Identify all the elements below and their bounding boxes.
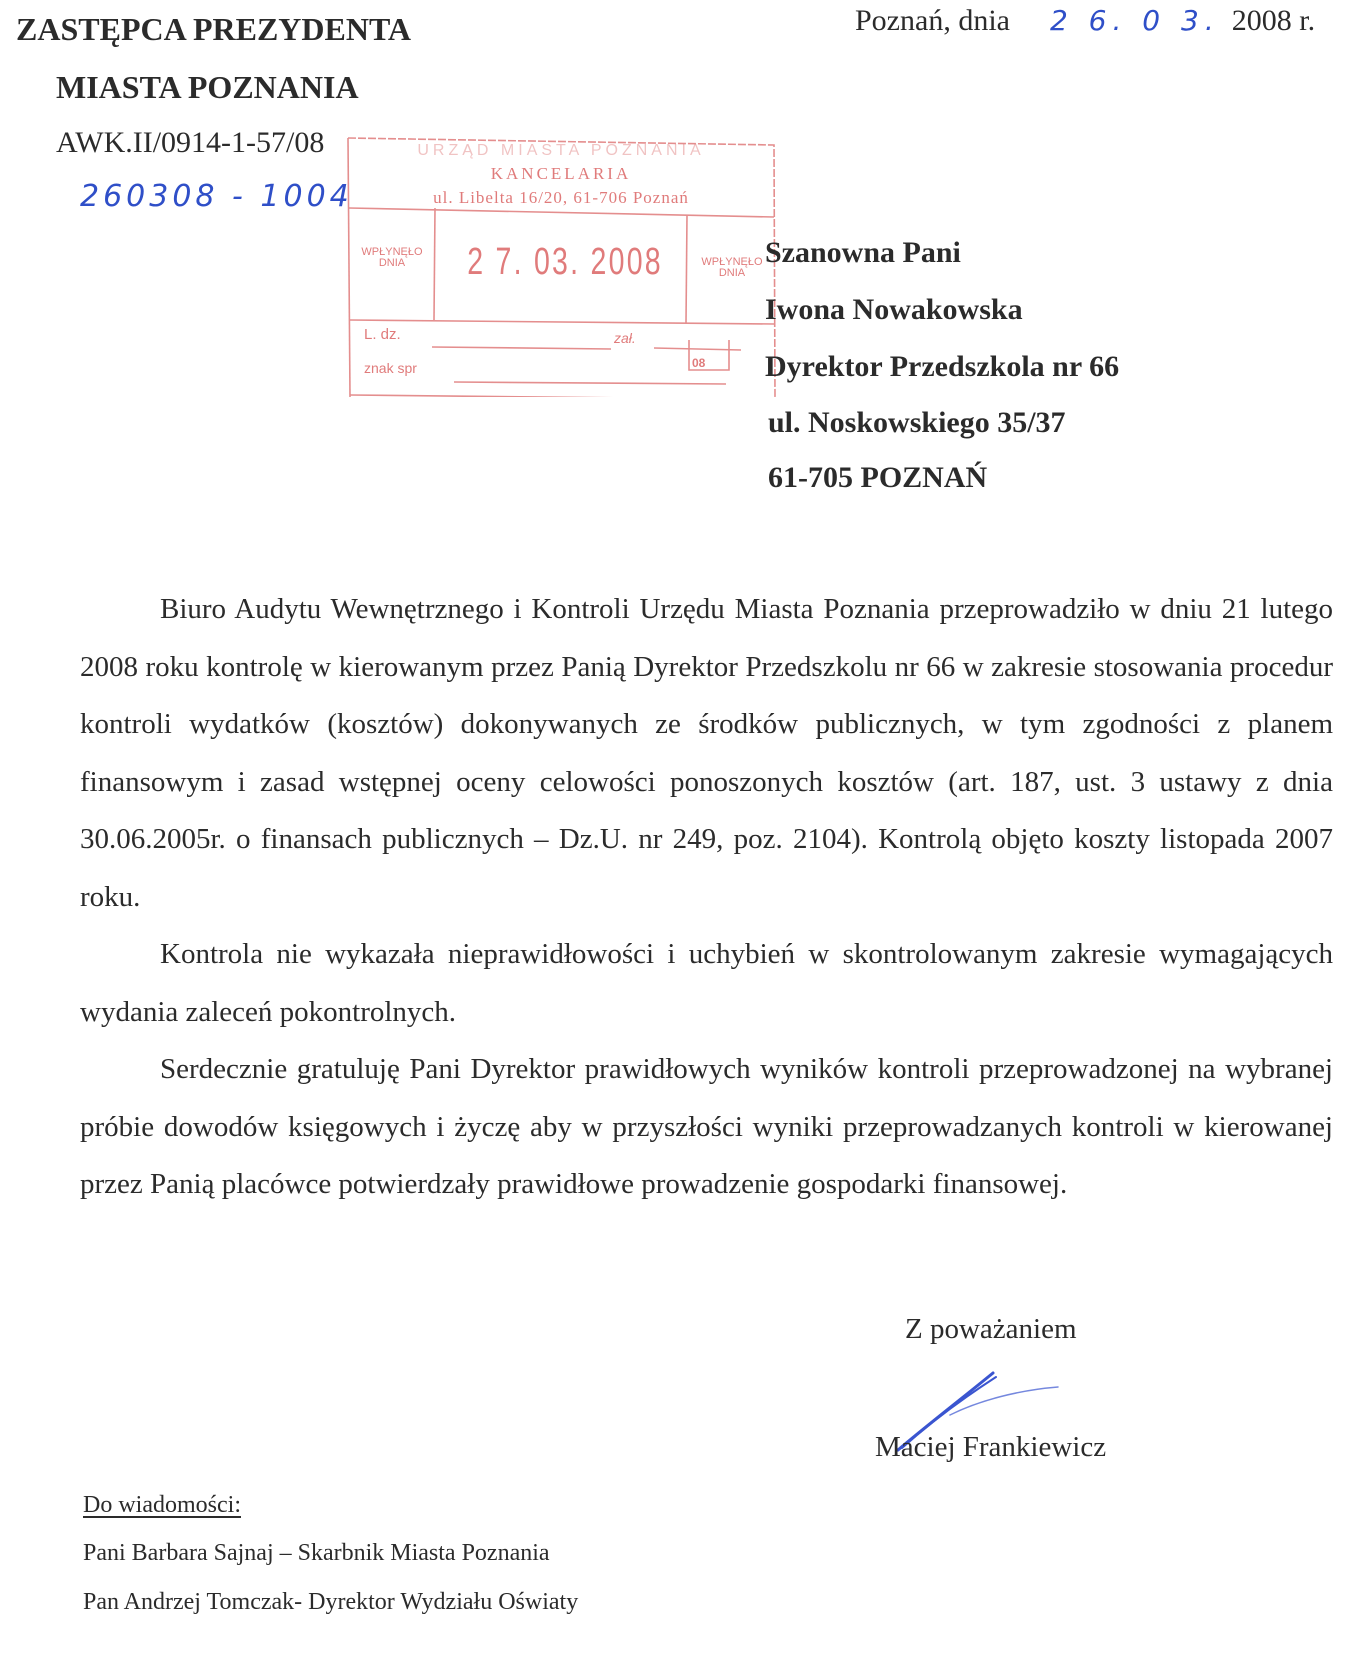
body-paragraph: Biuro Audytu Wewnętrznego i Kontroli Urzędu Miasta Poznania przeprowadziło w dniu 21 lutego 2008 roku kontrolę w kierowanym przez Panią Dyrektor Przedszkolu nr 66 w zakresie stosowania procedur kontroli wydatków (kosztów) dokonywanych ze środków publicznych, w tym zgodności z planem finansowym i zasad wstępnej oceny celowości ponoszonych kosztów (art. 187, ust. 3 ustawy z dnia 30.06.2005r. o finansach publicznych – Dz.U. nr 249, poz. 2104). Kontrolą objęto koszty listopada 2007 roku. — [80, 593, 1333, 913]
recipient-city: 61-705 POZNAŃ — [768, 461, 988, 494]
registry-stamp — [346, 135, 776, 397]
handwritten-registration-number: 260308 - 1004 — [80, 179, 353, 214]
stamp-received-date: 2 7. 03. 2008 — [467, 241, 663, 283]
stamp-box-label: 08 — [692, 356, 706, 370]
recipient-street: ul. Noskowskiego 35/37 — [768, 406, 1066, 439]
stamp-received-word: WPŁYNĘŁO — [701, 256, 763, 268]
stamp-department: KANCELARIA — [490, 164, 632, 183]
reference-number: AWK.II/0914-1-57/08 — [56, 126, 325, 159]
cc-recipient: Pan Andrzej Tomczak- Dyrektor Wydziału Oświaty — [83, 1589, 579, 1615]
body-paragraph: Kontrola nie wykazała nieprawidłowości i uchybień w skontrolowanym zakresie wymagających wydania zaleceń pokontrolnych. — [80, 938, 1333, 1028]
stamp-day-word: DNIA — [378, 257, 406, 269]
stamp-znak-label: znak spr — [364, 360, 417, 376]
stamp-received-label-right — [690, 257, 774, 279]
body-paragraph: Serdecznie gratuluję Pani Dyrektor prawidłowych wyników kontroli przeprowadzonej na wybranej próbie dowodów księgowych i życzę aby w przyszłości wyniki przeprowadzanych kontroli w kierowanej przez Panią placówce potwierdzały prawidłowe prowadzenie gospodarki finansowej. — [80, 1053, 1333, 1200]
stamp-office: URZĄD MIASTA POZNANIA — [417, 142, 705, 159]
closing-salutation: Z poważaniem — [905, 1313, 1077, 1345]
signatory-name: Maciej Frankiewicz — [875, 1431, 1107, 1463]
stamp-zal-label: zał. — [614, 330, 636, 346]
sender-title-line1: ZASTĘPCA PREZYDENTA — [16, 11, 412, 47]
place-and-date — [855, 6, 1315, 36]
stamp-day-word: DNIA — [718, 267, 746, 279]
stamp-ldz-label: L. dz. — [364, 326, 401, 343]
sender-title-line2: MIASTA POZNANIA — [56, 69, 359, 105]
date-year: 2008 r. — [1231, 4, 1316, 37]
stamp-received-word: WPŁYNĘŁO — [361, 246, 423, 258]
cc-recipient: Pani Barbara Sajnaj – Skarbnik Miasta Poznania — [83, 1540, 550, 1566]
stamp-address: ul. Libelta 16/20, 61-706 Poznań — [433, 188, 689, 207]
letter-body — [80, 581, 1333, 1214]
recipient-salutation: Szanowna Pani — [765, 236, 961, 269]
recipient-position: Dyrektor Przedszkola nr 66 — [765, 350, 1120, 383]
handwritten-date: 2 6. 0 3. — [1049, 4, 1220, 37]
recipient-name: Iwona Nowakowska — [765, 293, 1023, 326]
place-prefix: Poznań, dnia — [855, 4, 1010, 37]
cc-heading: Do wiadomości: — [83, 1492, 241, 1518]
stamp-received-label-left — [352, 247, 432, 269]
